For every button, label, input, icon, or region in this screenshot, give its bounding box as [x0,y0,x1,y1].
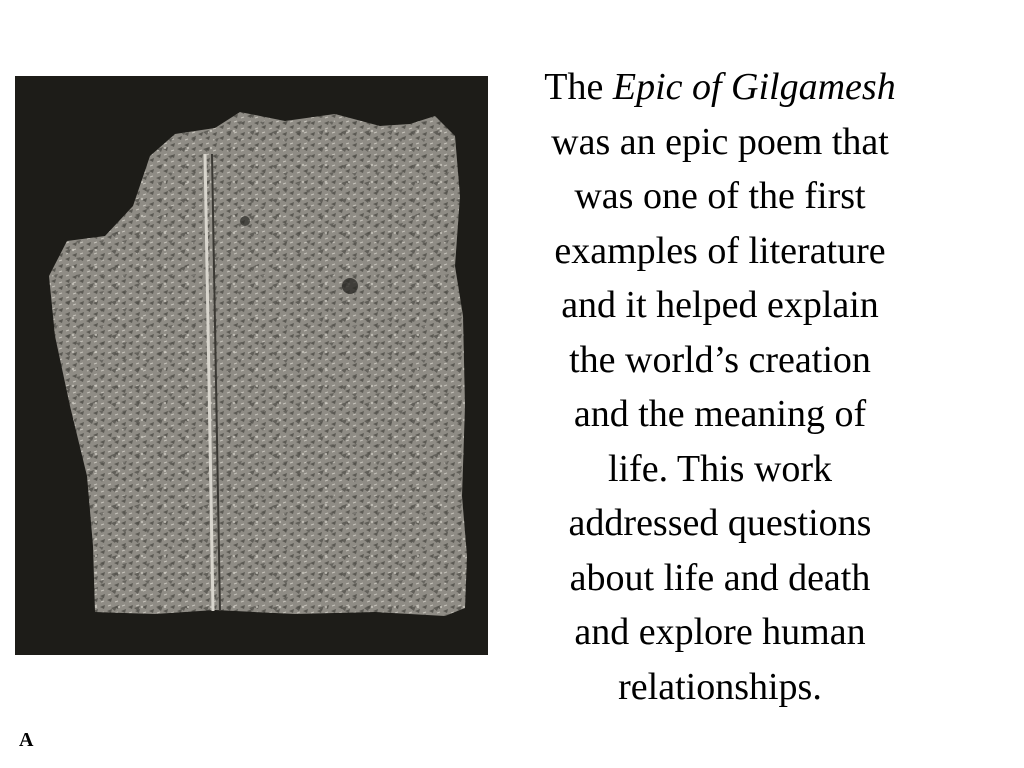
caption-line-9: addressed questions [568,502,872,544]
caption-line-4: examples of literature [554,229,886,272]
cuneiform-tablet-image [15,76,488,655]
slide-caption [500,60,940,714]
caption-line-1-prefix: The [544,66,613,108]
caption-line-3: was one of the first [574,175,866,217]
footer-mark: A [19,729,34,751]
caption-line-7: and the meaning of [573,393,867,435]
epic-title: Epic of Gilgamesh [612,66,896,108]
caption-line-6: the world’s creation [569,338,871,381]
caption-line-2: was an epic poem that [551,120,889,163]
caption-line-12: relationships. [618,665,822,708]
caption-line-8: life. This work [607,447,833,490]
caption-line-1 [500,60,940,115]
caption-line-5: and it helped explain [561,284,879,326]
caption-line-11: and explore human [574,611,866,653]
tablet-photo [15,76,488,655]
caption-line-10: about life and death [569,556,871,599]
